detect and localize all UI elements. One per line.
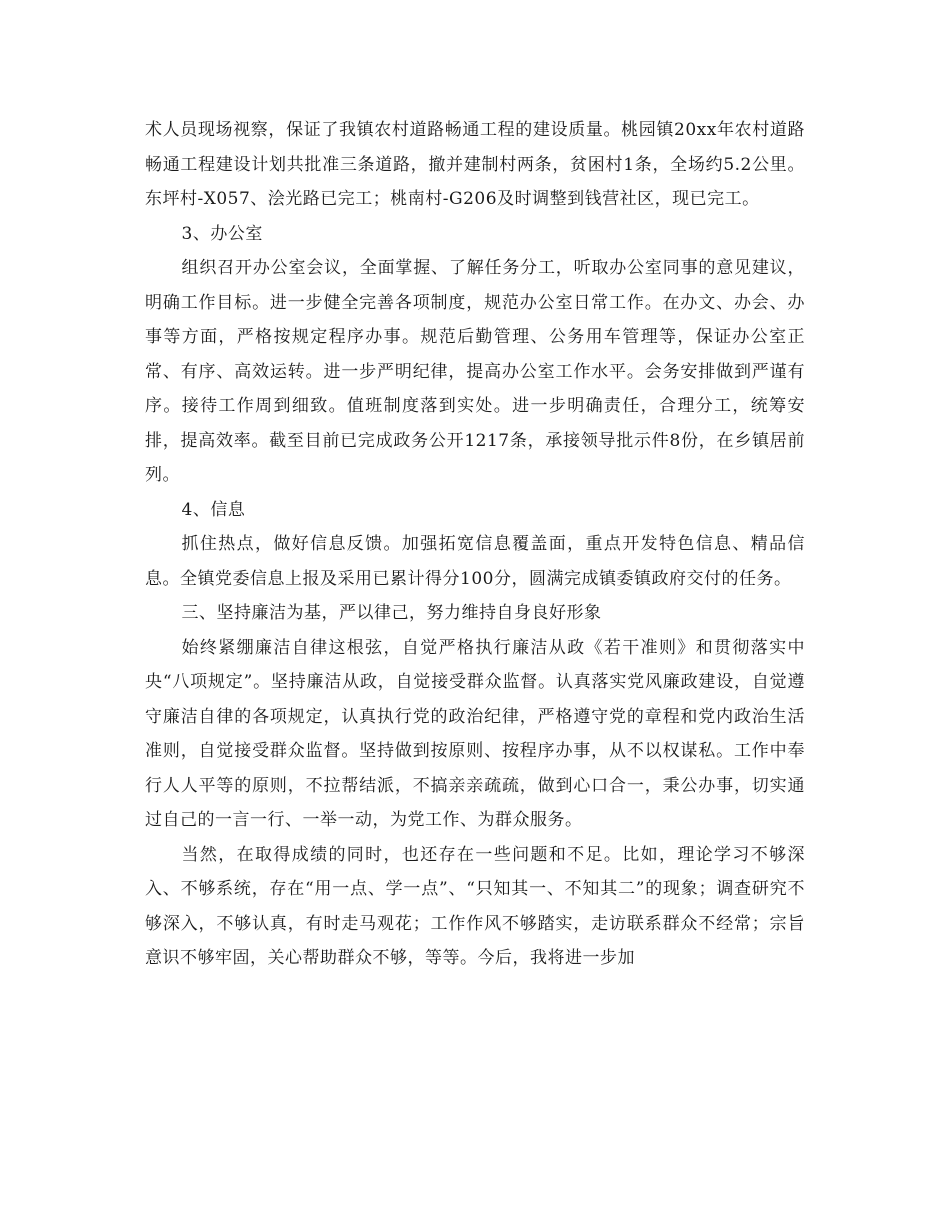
heading-office: 3、办公室 [181,223,263,244]
paragraph-integrity: 始终紧绷廉洁自律这根弦，自觉严格执行廉洁从政《若干准则》和贯彻落实中央“八项规定”。坚持廉洁从政，自觉接受群众监督。认真落实党风廉政建设，自觉遵守廉洁自律的各项规定，认真执行党的政治纪律，严格遵守党的章程和党内政治生活准则，自觉接受群众监督。坚持做到按原则、按程序办事，从不以权谋私。工作中奉行人人平等的原则，不拉帮结派，不搞亲亲疏疏，做到心口合一，秉公办事，切实通过自己的一言一行、一举一动，为党工作、为群众服务。 [145,637,805,830]
paragraph-road-project: 术人员现场视察，保证了我镇农村道路畅通工程的建设质量。桃园镇20xx年农村道路畅通工程建设计划共批准三条道路，撤并建制村两条，贫困村1条，全场约5.2公里。东坪村-X057、浍光路已完工；桃南村-G206及时调整到钱营社区，现已完工。 [145,120,805,209]
heading-information: 4、信息 [181,499,246,520]
document-body [145,113,805,976]
heading-integrity: 三、坚持廉洁为基，严以律己，努力维持自身良好形象 [181,603,602,623]
paragraph-shortcomings: 当然，在取得成绩的同时，也还存在一些问题和不足。比如，理论学习不够深入、不够系统，存在“用一点、学一点”、“只知其一、不知其二”的现象；调查研究不够深入，不够认真，有时走马观花；工作作风不够踏实，走访联系群众不经常；宗旨意识不够牢固，关心帮助群众不够，等等。今后，我将进一步加 [145,844,805,968]
paragraph-information: 抓住热点，做好信息反馈。加强拓宽信息覆盖面，重点开发特色信息、精品信息。全镇党委信息上报及采用已累计得分100分，圆满完成镇委镇政府交付的任务。 [145,534,805,589]
paragraph-office: 组织召开办公室会议，全面掌握、了解任务分工，听取办公室同事的意见建议，明确工作目标。进一步健全完善各项制度，规范办公室日常工作。在办文、办会、办事等方面，严格按规定程序办事。规范后勤管理、公务用车管理等，保证办公室正常、有序、高效运转。进一步严明纪律，提高办公室工作水平。会务安排做到严谨有序。接待工作周到细致。值班制度落到实处。进一步明确责任，合理分工，统筹安排，提高效率。截至目前已完成政务公开1217条，承接领导批示件8份，在乡镇居前列。 [145,258,805,485]
